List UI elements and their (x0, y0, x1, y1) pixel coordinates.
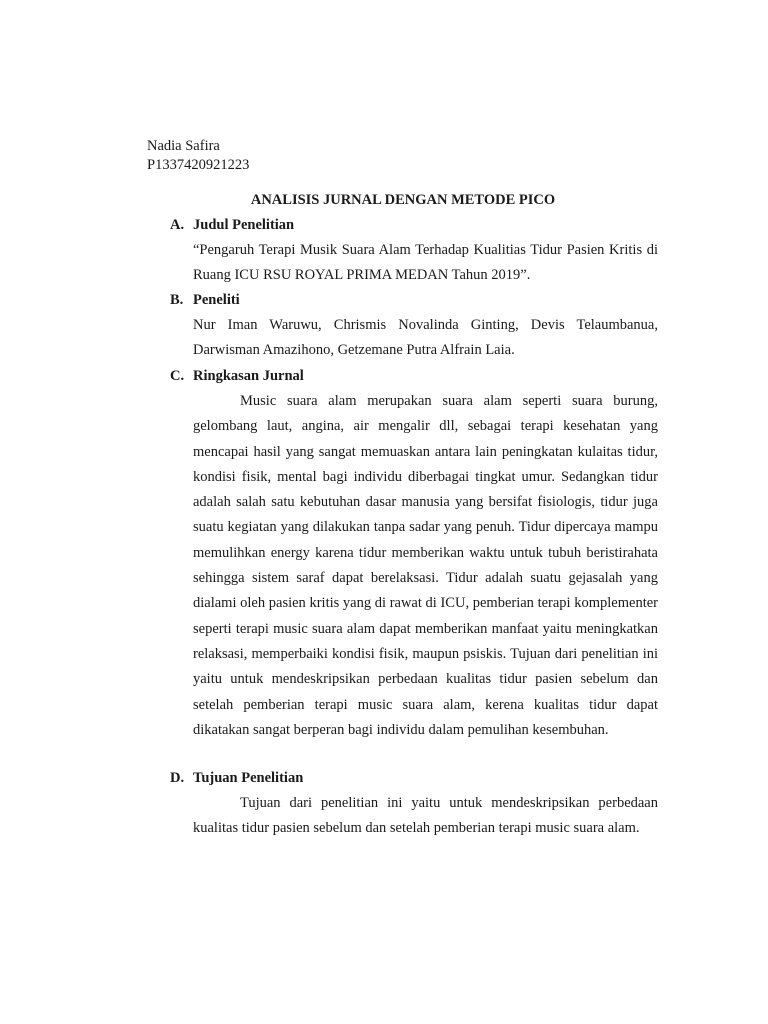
section-letter: B. (170, 292, 184, 308)
section-heading (170, 769, 658, 788)
section-body: “Pengaruh Terapi Musik Suara Alam Terhadap Kualitias Tidur Pasien Kritis di Ruang ICU RSU ROYAL PRIMA MEDAN Tahun 2019”. (193, 242, 658, 284)
section-ringkasan-jurnal (170, 367, 658, 743)
section-body: Music suara alam merupakan suara alam seperti suara burung, gelombang laut, angina, air mengalir dll, sebagai terapi kesehatan yang mencapai hasil yang sangat memuaskan antara lain peningkatan kulaitas tidur, kondisi fisik, mental bagi individu diberbagai tingkat umur. Sedangkan tidur adalah salah satu kebutuhan dasar manusia yang bersifat fisiologis, tidur juga suatu kegiatan yang dilakukan tanpa sadar yang penuh. Tidur dipercaya mampu memulihkan energy karena tidur memberikan waktu untuk tubuh beristirahata sehingga sistem saraf dapat berelaksasi. Tidur adalah suatu gejasalah yang dialami oleh pasien kritis yang di rawat di ICU, pemberian terapi komplementer seperti terapi music suara alam dapat memberikan manfaat yaitu meningkatkan relaksasi, memperbaiki kondisi fisik, maupun psiskis. Tujuan dari penelitian ini yaitu untuk mendeskripsikan perbedaan kualitas tidur pasien sebelum dan setelah pemberian terapi music suara alam, kerena kualitas tidur dapat dikatakan sangat berperan bagi individu dalam pemulihan kesembuhan. (193, 393, 658, 738)
section-heading-text: Ringkasan Jurnal (193, 368, 304, 384)
section-body: Nur Iman Waruwu, Chrismis Novalinda Ginting, Devis Telaumbanua, Darwisman Amazihono, Getzemane Putra Alfrain Laia. (193, 317, 658, 359)
author-block (147, 137, 249, 175)
section-letter: A. (170, 217, 185, 233)
section-heading (170, 367, 658, 386)
section-letter: C. (170, 368, 185, 384)
section-heading (170, 216, 658, 235)
author-name: Nadia Safira (147, 138, 220, 154)
section-judul-penelitian (170, 216, 658, 289)
section-letter: D. (170, 770, 185, 786)
section-heading-text: Tujuan Penelitian (193, 770, 304, 786)
section-heading-text: Judul Penelitian (193, 217, 295, 233)
section-tujuan-penelitian (170, 769, 658, 842)
document-title: ANALISIS JURNAL DENGAN METODE PICO (250, 192, 556, 208)
section-peneliti (170, 291, 658, 364)
section-body: Tujuan dari penelitian ini yaitu untuk mendeskripsikan perbedaan kualitas tidur pasien sebelum dan setelah pemberian terapi music suara alam. (193, 795, 658, 837)
section-heading-text: Peneliti (193, 292, 240, 308)
author-id: P1337420921223 (147, 157, 250, 173)
section-heading (170, 291, 658, 310)
